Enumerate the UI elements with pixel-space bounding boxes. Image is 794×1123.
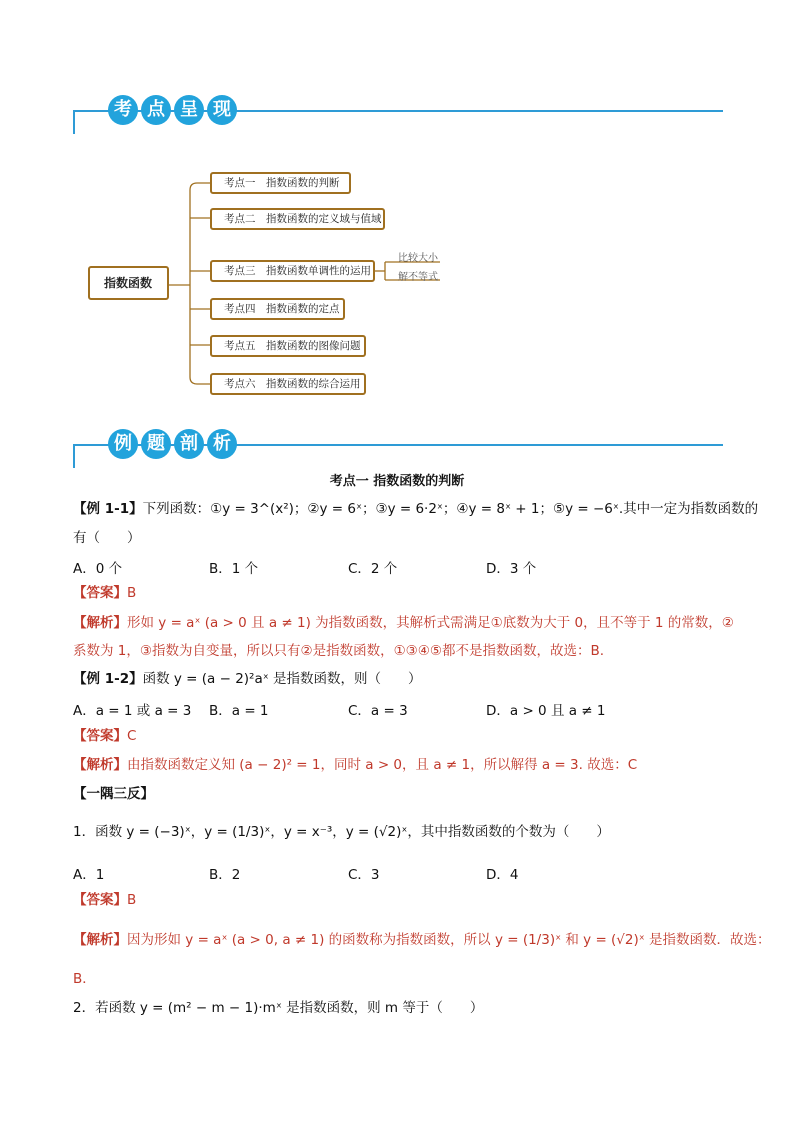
header-char: 题	[141, 429, 171, 459]
analysis-line	[73, 930, 771, 950]
option-d: D．3 个	[486, 561, 537, 577]
analysis-label: 【解析】	[73, 615, 127, 631]
example-1-1-stem	[73, 499, 758, 519]
answer-line	[73, 726, 136, 746]
drill-q2-stem: 2．若函数 y = (m² − m − 1)·mˣ 是指数函数，则 m 等于（ ）	[73, 1000, 484, 1016]
analysis-line-cont: 系数为 1，③指数为自变量，所以只有②是指数函数，①③④⑤都不是指数函数，故选：B.	[73, 643, 605, 659]
answer-value: C	[127, 728, 137, 744]
example-label: 【例 1-1】	[73, 501, 143, 517]
drill-q1-stem: 1．函数 y = (−3)ˣ，y = (1/3)ˣ，y = x⁻³，y = (√2)ˣ，其中指数函数的个数为（ ）	[73, 824, 610, 840]
mindmap-root: 指数函数	[88, 266, 169, 300]
mindmap-subnode: 解不等式	[398, 272, 438, 283]
mindmap-subnode: 比较大小	[398, 253, 438, 264]
example-text: 函数 y = (a − 2)²aˣ 是指数函数，则（ ）	[142, 671, 422, 687]
header-char: 析	[207, 429, 237, 459]
option-a: A．0 个	[73, 561, 123, 577]
analysis-text: 因为形如 y = aˣ (a > 0, a ≠ 1) 的函数称为指数函数，所以 y = (1/3)ˣ 和 y = (√2)ˣ 是指数函数．故选：	[127, 932, 771, 948]
answer-label: 【答案】	[73, 892, 127, 908]
option-c: C．a = 3	[348, 703, 408, 719]
option-d: D．a > 0 且 a ≠ 1	[486, 703, 606, 719]
option-d: D．4	[486, 867, 519, 883]
mindmap-node: 考点四 指数函数的定点	[210, 298, 345, 320]
header-tick	[73, 444, 75, 468]
option-b: B．1 个	[209, 561, 259, 577]
mindmap-node: 考点二 指数函数的定义域与值域	[210, 208, 385, 230]
header-char: 剖	[174, 429, 204, 459]
analysis-line	[73, 755, 637, 775]
answer-line	[73, 890, 136, 910]
drill-title: 【一隅三反】	[73, 786, 154, 802]
answer-value: B	[127, 585, 137, 601]
option-a: A．a = 1 或 a = 3	[73, 703, 192, 719]
example-text: 下列函数：①y = 3^(x²)；②y = 6ˣ；③y = 6·2ˣ；④y = 8ˣ + 1；⑤y = −6ˣ.其中一定为指数函数的	[142, 501, 759, 517]
analysis-line	[73, 613, 734, 633]
header-char: 考	[108, 95, 138, 125]
option-b: B．a = 1	[209, 703, 269, 719]
answer-label: 【答案】	[73, 728, 127, 744]
example-label: 【例 1-2】	[73, 671, 143, 687]
option-a: A．1	[73, 867, 105, 883]
option-c: C．2 个	[348, 561, 398, 577]
mindmap-node: 考点一 指数函数的判断	[210, 172, 351, 194]
analysis-label: 【解析】	[73, 932, 127, 948]
example-1-1-stem-cont: 有（ ）	[73, 530, 141, 546]
analysis-text: 形如 y = aˣ (a > 0 且 a ≠ 1) 为指数函数，其解析式需满足①底数为大于 0，且不等于 1 的常数，②	[127, 615, 734, 631]
analysis-line-cont: B．	[73, 971, 96, 987]
analysis-label: 【解析】	[73, 757, 127, 773]
answer-value: B	[127, 892, 137, 908]
option-b: B．2	[209, 867, 241, 883]
header-char: 呈	[174, 95, 204, 125]
header-char: 例	[108, 429, 138, 459]
answer-line	[73, 583, 136, 603]
mindmap-node: 考点三 指数函数单调性的运用	[210, 260, 375, 282]
answer-label: 【答案】	[73, 585, 127, 601]
analysis-text: 由指数函数定义知 (a − 2)² = 1，同时 a > 0，且 a ≠ 1，所以解得 a = 3. 故选：C	[127, 757, 638, 773]
example-1-2-stem	[73, 669, 422, 689]
mindmap-node: 考点五 指数函数的图像问题	[210, 335, 366, 357]
header-char: 点	[141, 95, 171, 125]
option-c: C．3	[348, 867, 380, 883]
topic-title: 考点一 指数函数的判断	[329, 474, 465, 489]
header-char: 现	[207, 95, 237, 125]
mindmap-node: 考点六 指数函数的综合运用	[210, 373, 366, 395]
